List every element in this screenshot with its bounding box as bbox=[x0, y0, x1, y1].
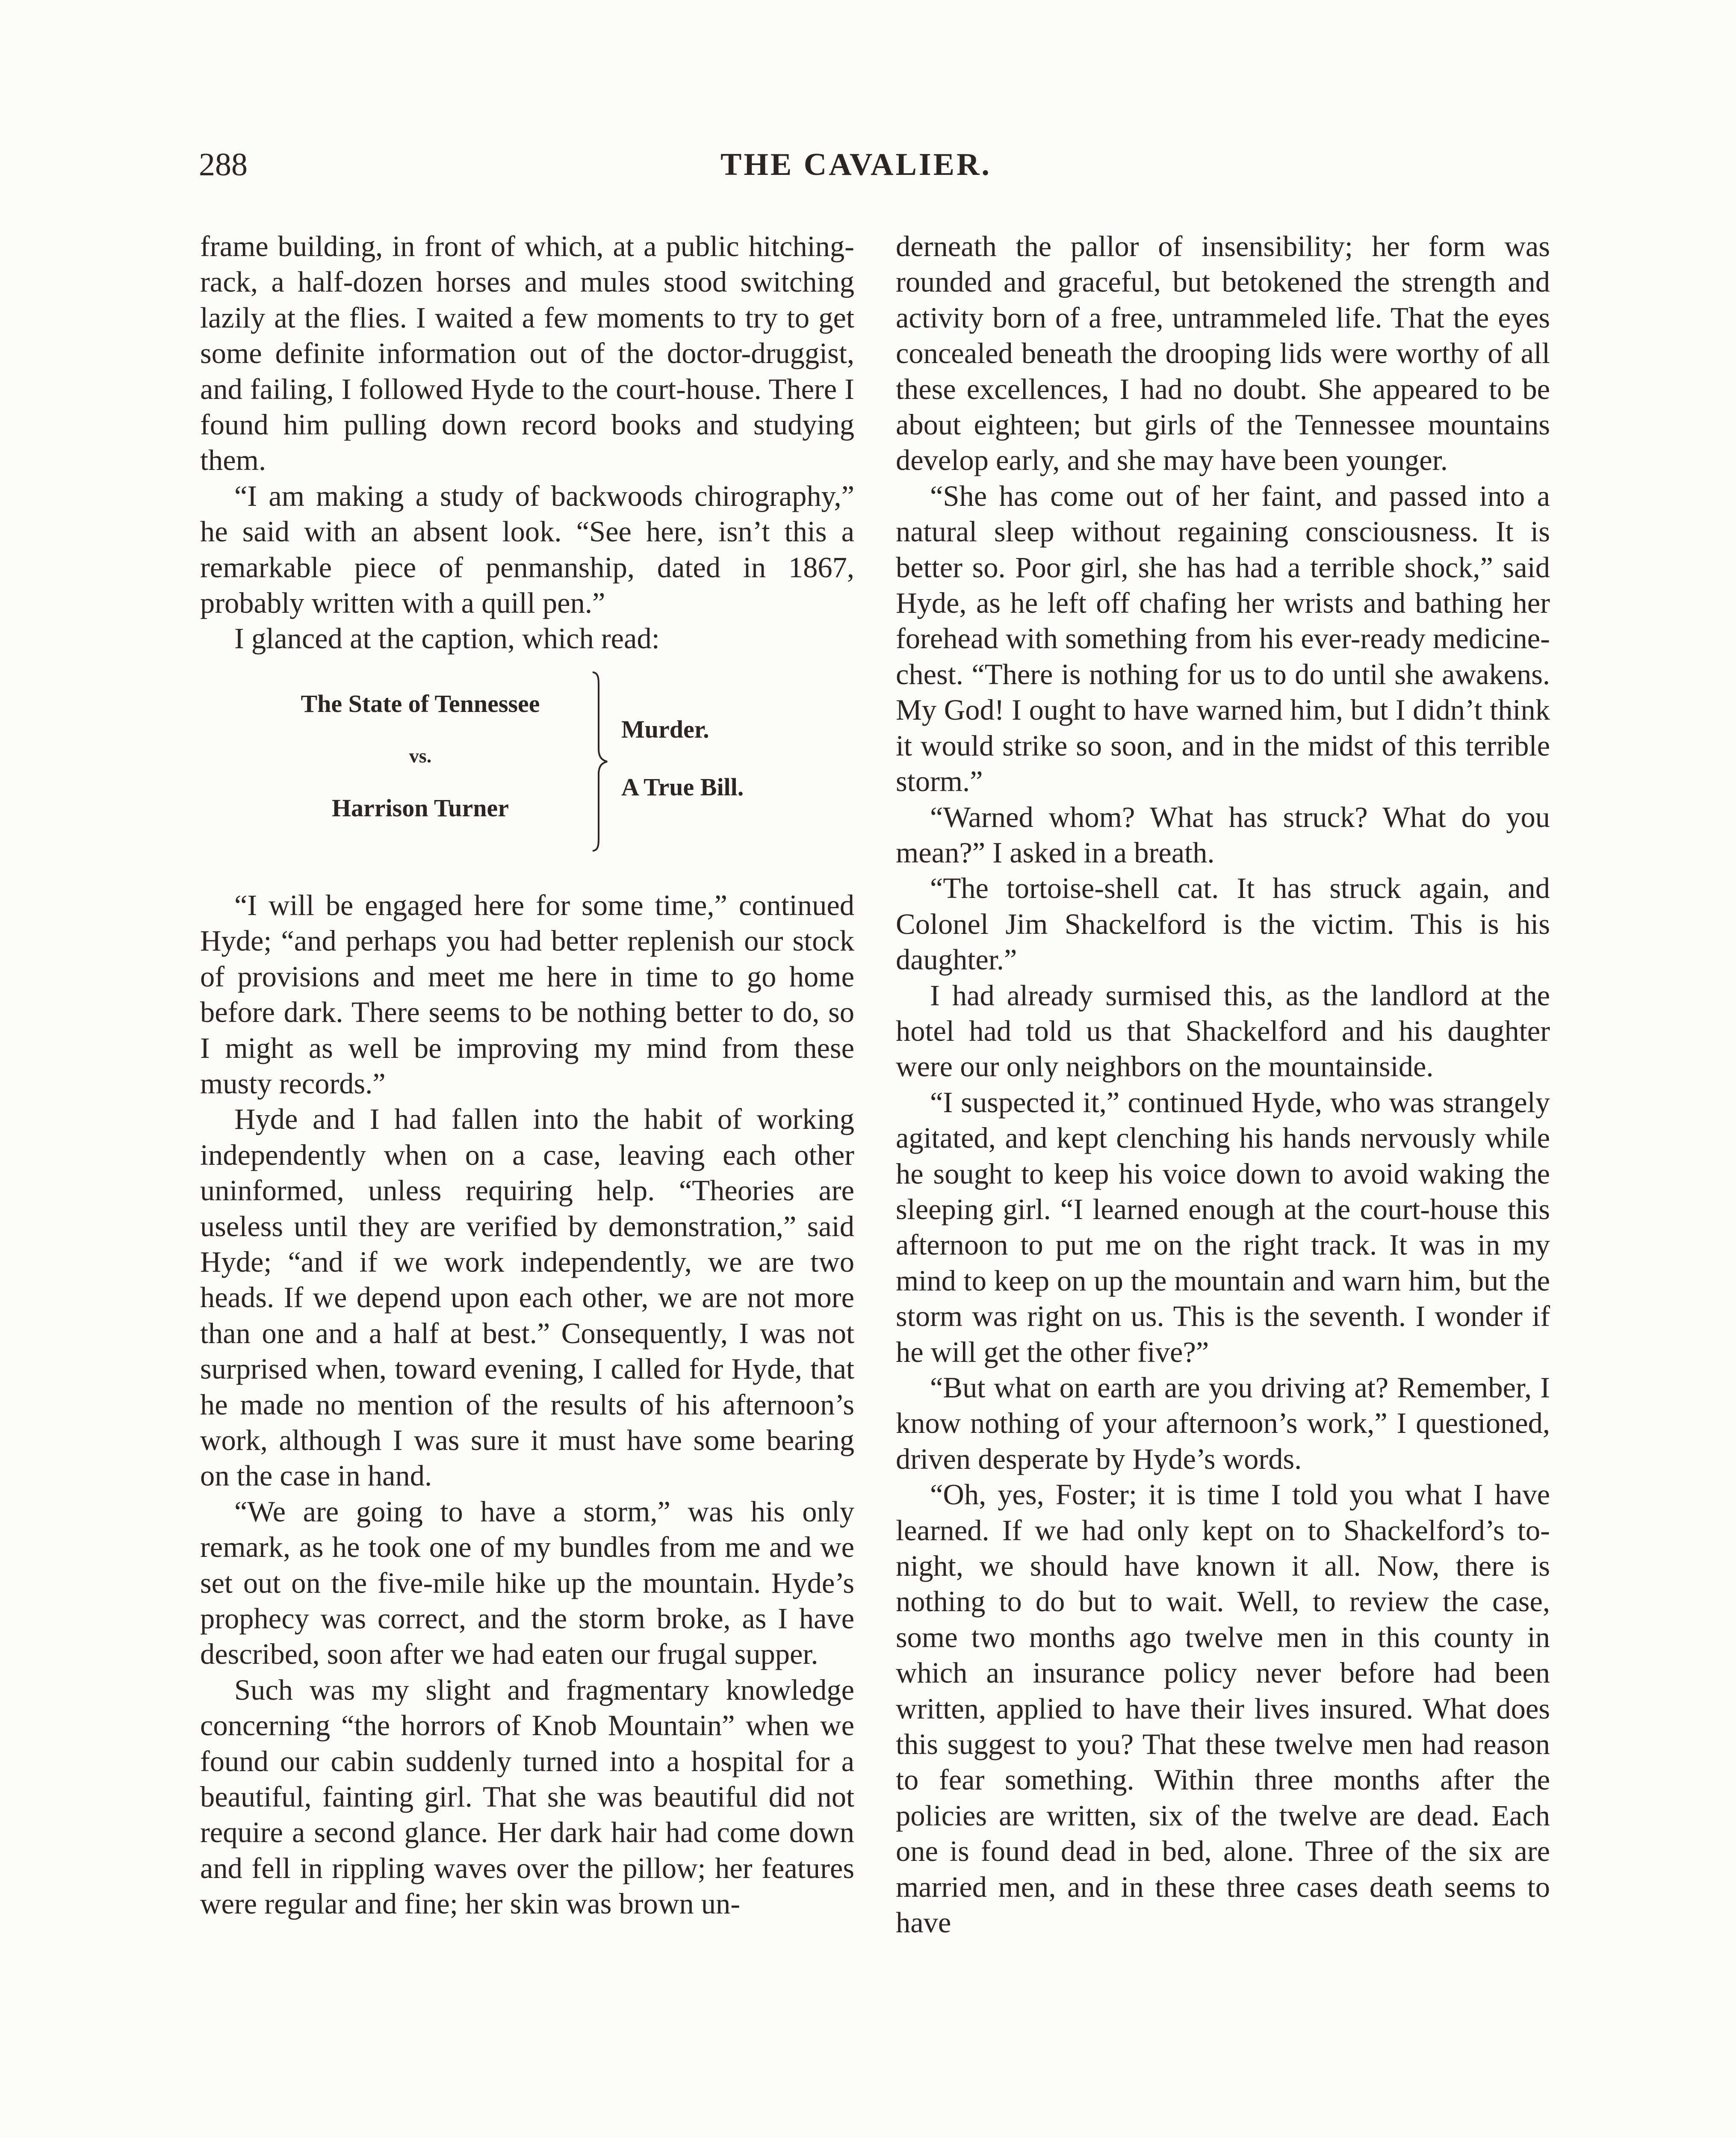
caption-charges bbox=[621, 717, 844, 800]
page-number: 288 bbox=[199, 147, 248, 183]
left-column bbox=[200, 229, 854, 2138]
paragraph: frame building, in front of which, at a public hitching-rack, a half-dozen horses and mules stood switching lazily at the flies. I waited a few moments to try to get some definite information out of the doctor-druggist, and failing, I followed Hyde to the court-house. There I found him pulling down record books and studying them. bbox=[200, 230, 854, 477]
caption-party-defendant: Harrison Turner bbox=[331, 794, 509, 822]
paragraph: derneath the pallor of insensibility; her form was rounded and graceful, but betokened the strength and activity born of a free, untrammeled life. That the eyes concealed beneath the drooping lids were worthy of all these excellences, I had no doubt. She appeared to be about eighteen; but girls of the Tennessee mountains develop early, and she may have been younger. bbox=[896, 230, 1550, 477]
paragraph: “But what on earth are you driving at? Remember, I know nothing of your afternoon’s work,” I questioned, driven desperate by Hyde’s words. bbox=[896, 1371, 1550, 1475]
paragraph: “I am making a study of backwoods chirography,” he said with an absent look. “See here, isn’t this a remarkable piece of penmanship, dated in 1867, probably written with a quill pen.” bbox=[200, 479, 854, 620]
paragraph: “We are going to have a storm,” was his only remark, as he took one of my bundles from me and we set out on the five-mile hike up the mountain. Hyde’s prophecy was correct, and the storm broke, as I have described, soon after we had eaten our frugal supper. bbox=[200, 1495, 854, 1671]
paragraph: “She has come out of her faint, and passed into a natural sleep without regaining consciousness. It is better so. Poor girl, she has had a terrible shock,” said Hyde, as he left off chafing her wrists and bathing her forehead with something from his ever-ready medicine-chest. “There is nothing for us to do until she awakens. My God! I ought to have warned him, but I didn’t think it would strike so soon, and in the midst of this terrible storm.” bbox=[896, 479, 1550, 798]
right-column bbox=[896, 229, 1550, 2138]
indictment-caption bbox=[200, 665, 854, 862]
caption-brace bbox=[589, 670, 611, 853]
running-head: THE CAVALIER. bbox=[720, 147, 992, 182]
caption-finding: A True Bill. bbox=[621, 773, 744, 801]
paragraph: “I suspected it,” continued Hyde, who was strangely agitated, and kept clenching his hands nervously while he sought to keep his voice down to avoid waking the sleeping girl. “I learned enough at the court-house this afternoon to put me on the right track. It was in my mind to keep on up the mountain and warn him, but the storm was right on us. This is the seventh. I wonder if he will get the other five?” bbox=[896, 1086, 1550, 1368]
paragraph: I had already surmised this, as the landlord at the hotel had told us that Shackelford and his daughter were our only neighbors on the mountainside. bbox=[896, 979, 1550, 1083]
paragraph: Such was my slight and fragmentary knowledge concerning “the horrors of Knob Mountain” when we found our cabin suddenly turned into a hospital for a beautiful, fainting girl. That she was beautiful did not require a second glance. Her dark hair had come down and fell in rippling waves over the pillow; her features were regular and fine; her skin was brown un- bbox=[200, 1673, 854, 1920]
caption-party-plaintiff: The State of Tennessee bbox=[301, 689, 540, 718]
caption-parties bbox=[251, 678, 589, 821]
paragraph: “Warned whom? What has struck? What do you mean?” I asked in a breath. bbox=[896, 800, 1550, 869]
caption-versus: vs. bbox=[409, 744, 432, 767]
paragraph: “I will be engaged here for some time,” continued Hyde; “and perhaps you had better replenish our stock of provisions and meet me here in time to go home before dark. There seems to be nothing better to do, so I might as well be improving my mind from these musty records.” bbox=[200, 889, 854, 1100]
page-header bbox=[199, 141, 1537, 188]
paragraph: “The tortoise-shell cat. It has struck again, and Colonel Jim Shackelford is the victim. This is his daughter.” bbox=[896, 872, 1550, 976]
paragraph: I glanced at the caption, which read: bbox=[234, 622, 660, 655]
caption-charge: Murder. bbox=[621, 715, 709, 743]
paragraph: Hyde and I had fallen into the habit of working independently when on a case, leaving each other uninformed, unless requiring help. “Theories are useless until they are verified by demonstration,” said Hyde; “and if we work independently, we are two heads. If we depend upon each other, we are not more than one and a half at best.” Consequently, I was not surprised when, toward evening, I called for Hyde, that he made no mention of the results of his afternoon’s work, although I was sure it must have some bearing on the case in hand. bbox=[200, 1103, 854, 1492]
paragraph: “Oh, yes, Foster; it is time I told you what I have learned. If we had only kept on to Shackelford’s to-night, we should have known it all. Now, there is nothing to do but to wait. Well, to review the case, some two months ago twelve men in this county in which an insurance policy never before had been written, applied to have their lives insured. What does this suggest to you? That these twelve men had reason to fear something. Within three months after the policies are written, six of the twelve are dead. Each one is found dead in bed, alone. Three of the six are married men, and in these three cases death seems to have bbox=[896, 1478, 1550, 1939]
